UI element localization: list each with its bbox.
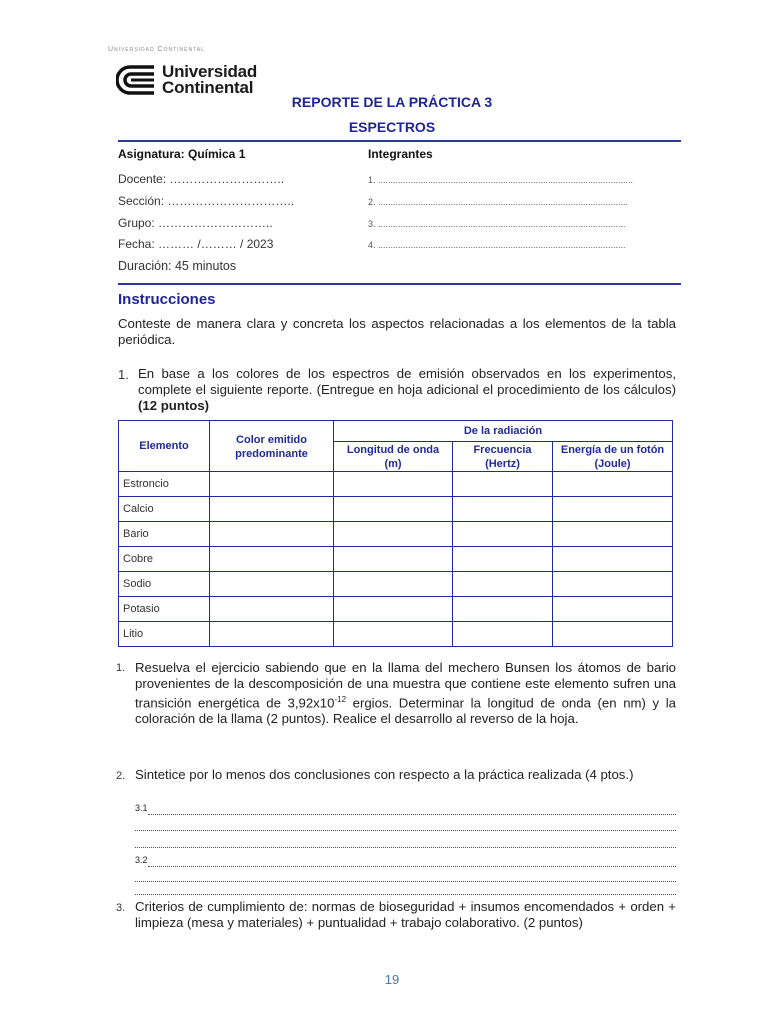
input-cell[interactable] [453,497,553,522]
col-wavelength: Longitud de onda (m) [334,442,453,472]
report-subtitle: ESPECTROS [348,119,436,135]
report-title: REPORTE DE LA PRÁCTICA 3 [291,94,493,110]
spectra-table [118,420,673,647]
teacher-field: Docente: ……………………….. [118,172,285,186]
page-number: 19 [384,972,400,987]
answer-line[interactable] [135,847,676,848]
input-cell[interactable] [210,472,334,497]
input-cell[interactable] [210,597,334,622]
subject: Asignatura: Química 1 [118,147,246,161]
question-1-text: En base a los colores de los espectros de emisión observados en los experimentos, complete el siguiente reporte. (Entregue en hoja adicional el procedimiento de los cálculos) [138,366,676,397]
input-cell[interactable] [553,497,673,522]
question-1-points: (12 puntos) [138,398,210,413]
input-cell[interactable] [210,622,334,647]
question-3: Sintetice por lo menos dos conclusiones con respecto a la práctica realizada (4 ptos.) [135,767,634,782]
input-cell[interactable] [553,472,673,497]
input-cell[interactable] [210,572,334,597]
answer-line[interactable] [135,881,676,882]
answer-line[interactable] [135,830,676,831]
table-row [119,522,673,547]
element-name: Potasio [119,597,210,622]
member-field-4: 4. ................................................................................................... [368,240,626,250]
input-cell[interactable] [334,572,453,597]
table-row [119,622,673,647]
table-row [119,547,673,572]
member-field-3: 3. ................................................................................................... [368,219,626,229]
input-cell[interactable] [453,547,553,572]
member-field-1: 1. ...................................................................................................... [368,175,634,185]
col-frequency: Frecuencia (Hertz) [453,442,553,472]
member-field-2: 2. .................................................................................................... [368,197,629,207]
answer-line[interactable] [148,814,676,815]
answer-line[interactable] [135,894,676,895]
logo-line1: Universidad [162,62,258,81]
instructions-text: Conteste de manera clara y concreta los aspectos relacionadas a los elementos de la tabla periódica. [118,316,676,347]
input-cell[interactable] [553,522,673,547]
university-logo [116,64,257,96]
running-header: Universidad Continental [108,46,205,53]
input-cell[interactable] [210,497,334,522]
input-cell[interactable] [453,597,553,622]
table-row [119,497,673,522]
input-cell[interactable] [334,622,453,647]
question-number: 1. [116,662,126,674]
col-energy: Energía de un fotón (Joule) [553,442,673,472]
question-2 [135,660,676,727]
element-name: Calcio [119,497,210,522]
table-row [119,472,673,497]
divider [118,140,681,142]
input-cell[interactable] [553,622,673,647]
input-cell[interactable] [334,522,453,547]
exponent: -12 [334,695,347,704]
col-radiation: De la radiación [334,421,673,442]
answer-line[interactable] [148,866,676,867]
answer-label: 3.2 [135,855,148,865]
section-field: Sección: ………………………….. [118,194,295,208]
table-row [119,597,673,622]
logo-mark-icon [116,64,156,96]
question-2-text-end: ergios. Determinar la longitud de onda (en nm) y la coloración de la llama (2 puntos). Realice el desarrollo al reverso de la hoja. [135,695,676,727]
question-1 [138,366,676,414]
input-cell[interactable] [553,572,673,597]
element-name: Litio [119,622,210,647]
element-name: Bario [119,522,210,547]
input-cell[interactable] [334,497,453,522]
date-field: Fecha: ……… /……… / 2023 [118,237,274,251]
duration: Duración: 45 minutos [118,259,237,273]
input-cell[interactable] [334,472,453,497]
members-label: Integrantes [368,147,433,161]
col-element: Elemento [119,421,210,472]
col-color: Color emitido predominante [210,421,334,472]
element-name: Estroncio [119,472,210,497]
input-cell[interactable] [453,572,553,597]
input-cell[interactable] [210,522,334,547]
logo-line2: Continental [162,78,254,97]
input-cell[interactable] [453,472,553,497]
question-number: 1. [118,367,129,382]
group-field: Grupo: ……………………….. [118,216,273,230]
question-number: 3. [116,902,126,914]
input-cell[interactable] [453,622,553,647]
element-name: Cobre [119,547,210,572]
question-4: Criterios de cumplimiento de: normas de bioseguridad + insumos encomendados + orden + limpieza (mesa y materiales) + puntualidad + trabajo colaborativo. (2 puntos) [135,899,676,930]
question-number: 2. [116,770,126,782]
question-2-text: Resuelva el ejercicio sabiendo que en la llama del mechero Bunsen los átomos de bario provenientes de la descomposición de una muestra que contiene este elemento sufren una transición energética de 3,92x10 [135,660,676,711]
input-cell[interactable] [210,547,334,572]
input-cell[interactable] [553,597,673,622]
element-name: Sodio [119,572,210,597]
input-cell[interactable] [453,522,553,547]
input-cell[interactable] [553,547,673,572]
input-cell[interactable] [334,547,453,572]
answer-label: 3.1 [135,803,148,813]
divider [118,283,681,285]
input-cell[interactable] [334,597,453,622]
table-row [119,572,673,597]
instructions-heading: Instrucciones [118,291,216,308]
